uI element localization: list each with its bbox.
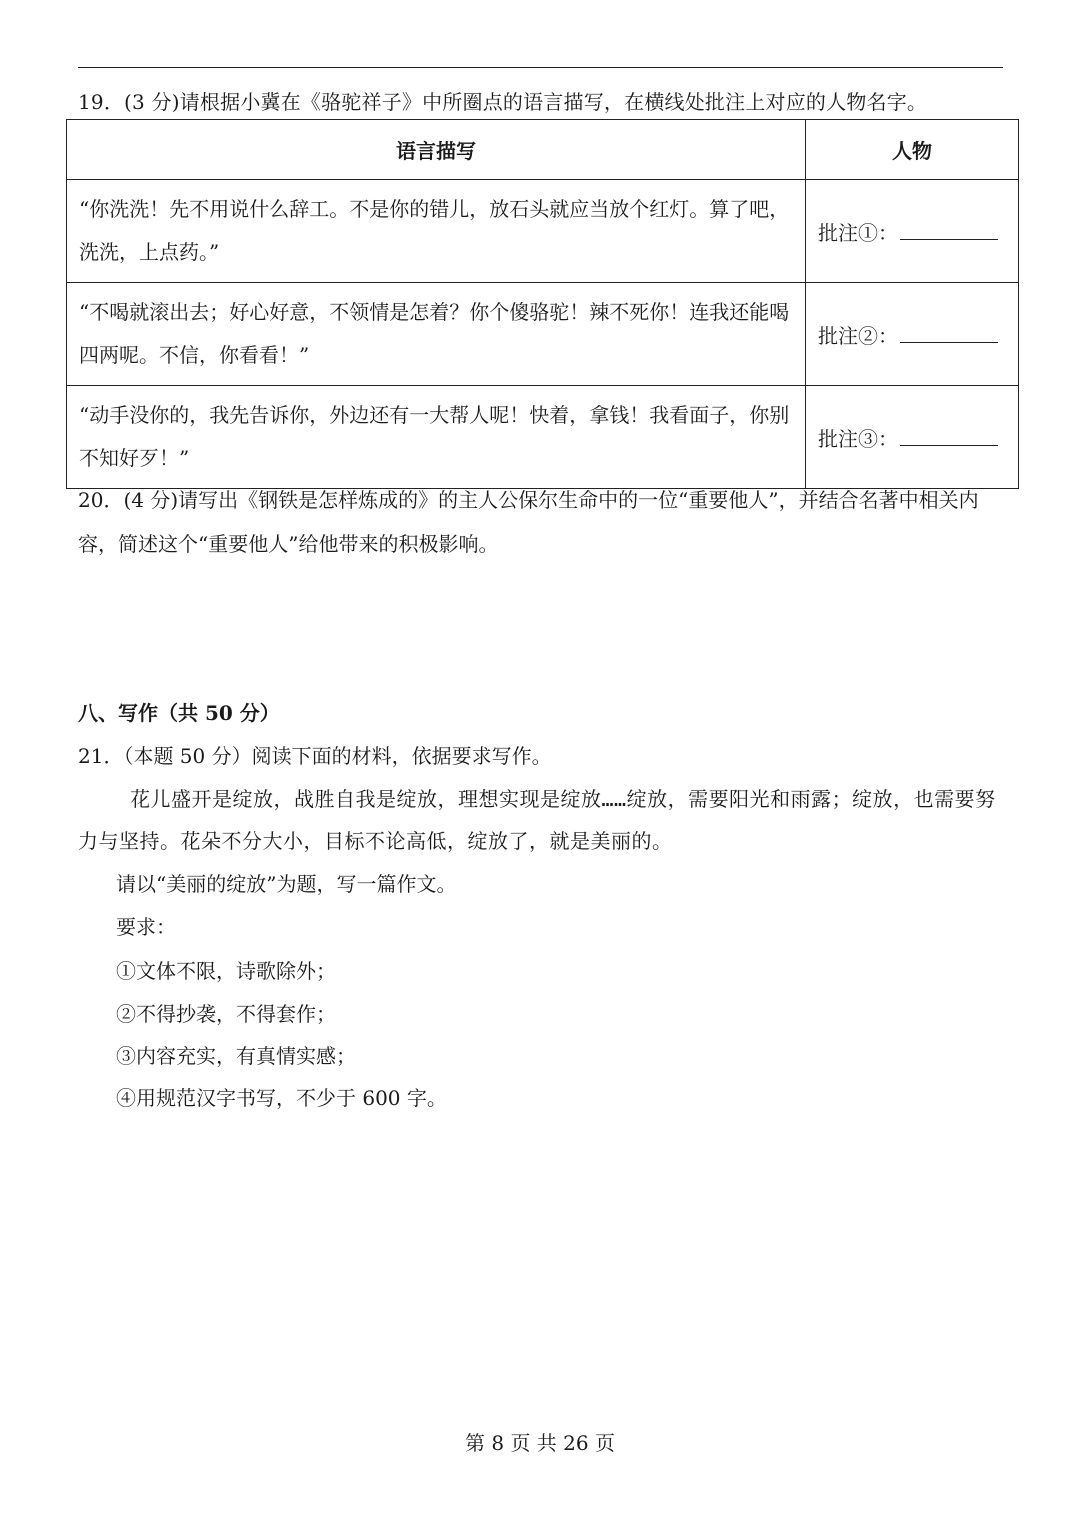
table-header-row xyxy=(67,120,1019,180)
reading-material: 花儿盛开是绽放，战胜自我是绽放，理想实现是绽放……绽放，需要阳光和雨露；绽放，也需要努力与坚持。花朵不分大小，目标不论高低，绽放了，就是美丽的。 xyxy=(78,787,996,853)
question-20-text: 20．(4 分)请写出《钢铁是怎样炼成的》的主人公保尔生命中的一位“重要他人”，并结合名著中相关内容，简述这个“重要他人”给他带来的积极影响。 xyxy=(78,488,979,556)
table-row xyxy=(67,386,1019,489)
header-language-description: 语言描写 xyxy=(67,120,806,180)
annotation-label: 批注①： xyxy=(818,220,898,245)
table-row xyxy=(67,180,1019,283)
language-description-table xyxy=(66,119,1019,489)
essay-prompt: 请以“美丽的绽放”为题，写一篇作文。 xyxy=(116,872,457,896)
quote-cell: “不喝就滚出去；好心好意，不领情是怎着？你个傻骆驼！辣不死你！连我还能喝四两呢。不信，你看看！” xyxy=(67,283,806,386)
table-row xyxy=(67,283,1019,386)
question-21-stem: 21．（本题 50 分）阅读下面的材料，依据要求写作。 xyxy=(78,744,552,768)
quote-cell: “动手没你的，我先告诉你，外边还有一大帮人呢！快着，拿钱！我看面子，你别不知好歹！” xyxy=(67,386,806,489)
header-rule xyxy=(78,67,1003,68)
annotation-cell xyxy=(806,386,1019,489)
answer-blank[interactable] xyxy=(900,322,998,343)
requirement-item: ①文体不限，诗歌除外； xyxy=(116,959,336,983)
question-19-stem: 19．(3 分)请根据小冀在《骆驼祥子》中所圈点的语言描写，在横线处批注上对应的人物名字。 xyxy=(78,90,928,114)
answer-blank[interactable] xyxy=(900,425,998,446)
requirement-item: ④用规范汉字书写，不少于 600 字。 xyxy=(116,1086,447,1110)
annotation-cell xyxy=(806,180,1019,283)
requirements-title: 要求： xyxy=(116,915,176,939)
header-person: 人物 xyxy=(806,120,1019,180)
requirement-item: ②不得抄袭，不得套作； xyxy=(116,1002,336,1026)
annotation-label: 批注②： xyxy=(818,323,898,348)
answer-blank[interactable] xyxy=(900,219,998,240)
section-title-writing: 八、写作（共 50 分） xyxy=(78,701,280,725)
quote-cell: “你洗洗！先不用说什么辞工。不是你的错儿，放石头就应当放个红灯。算了吧，洗洗，上点药。” xyxy=(67,180,806,283)
requirement-item: ③内容充实，有真情实感； xyxy=(116,1044,356,1068)
annotation-label: 批注③： xyxy=(818,426,898,451)
page-number: 第 8 页 共 26 页 xyxy=(465,1431,615,1455)
annotation-cell xyxy=(806,283,1019,386)
